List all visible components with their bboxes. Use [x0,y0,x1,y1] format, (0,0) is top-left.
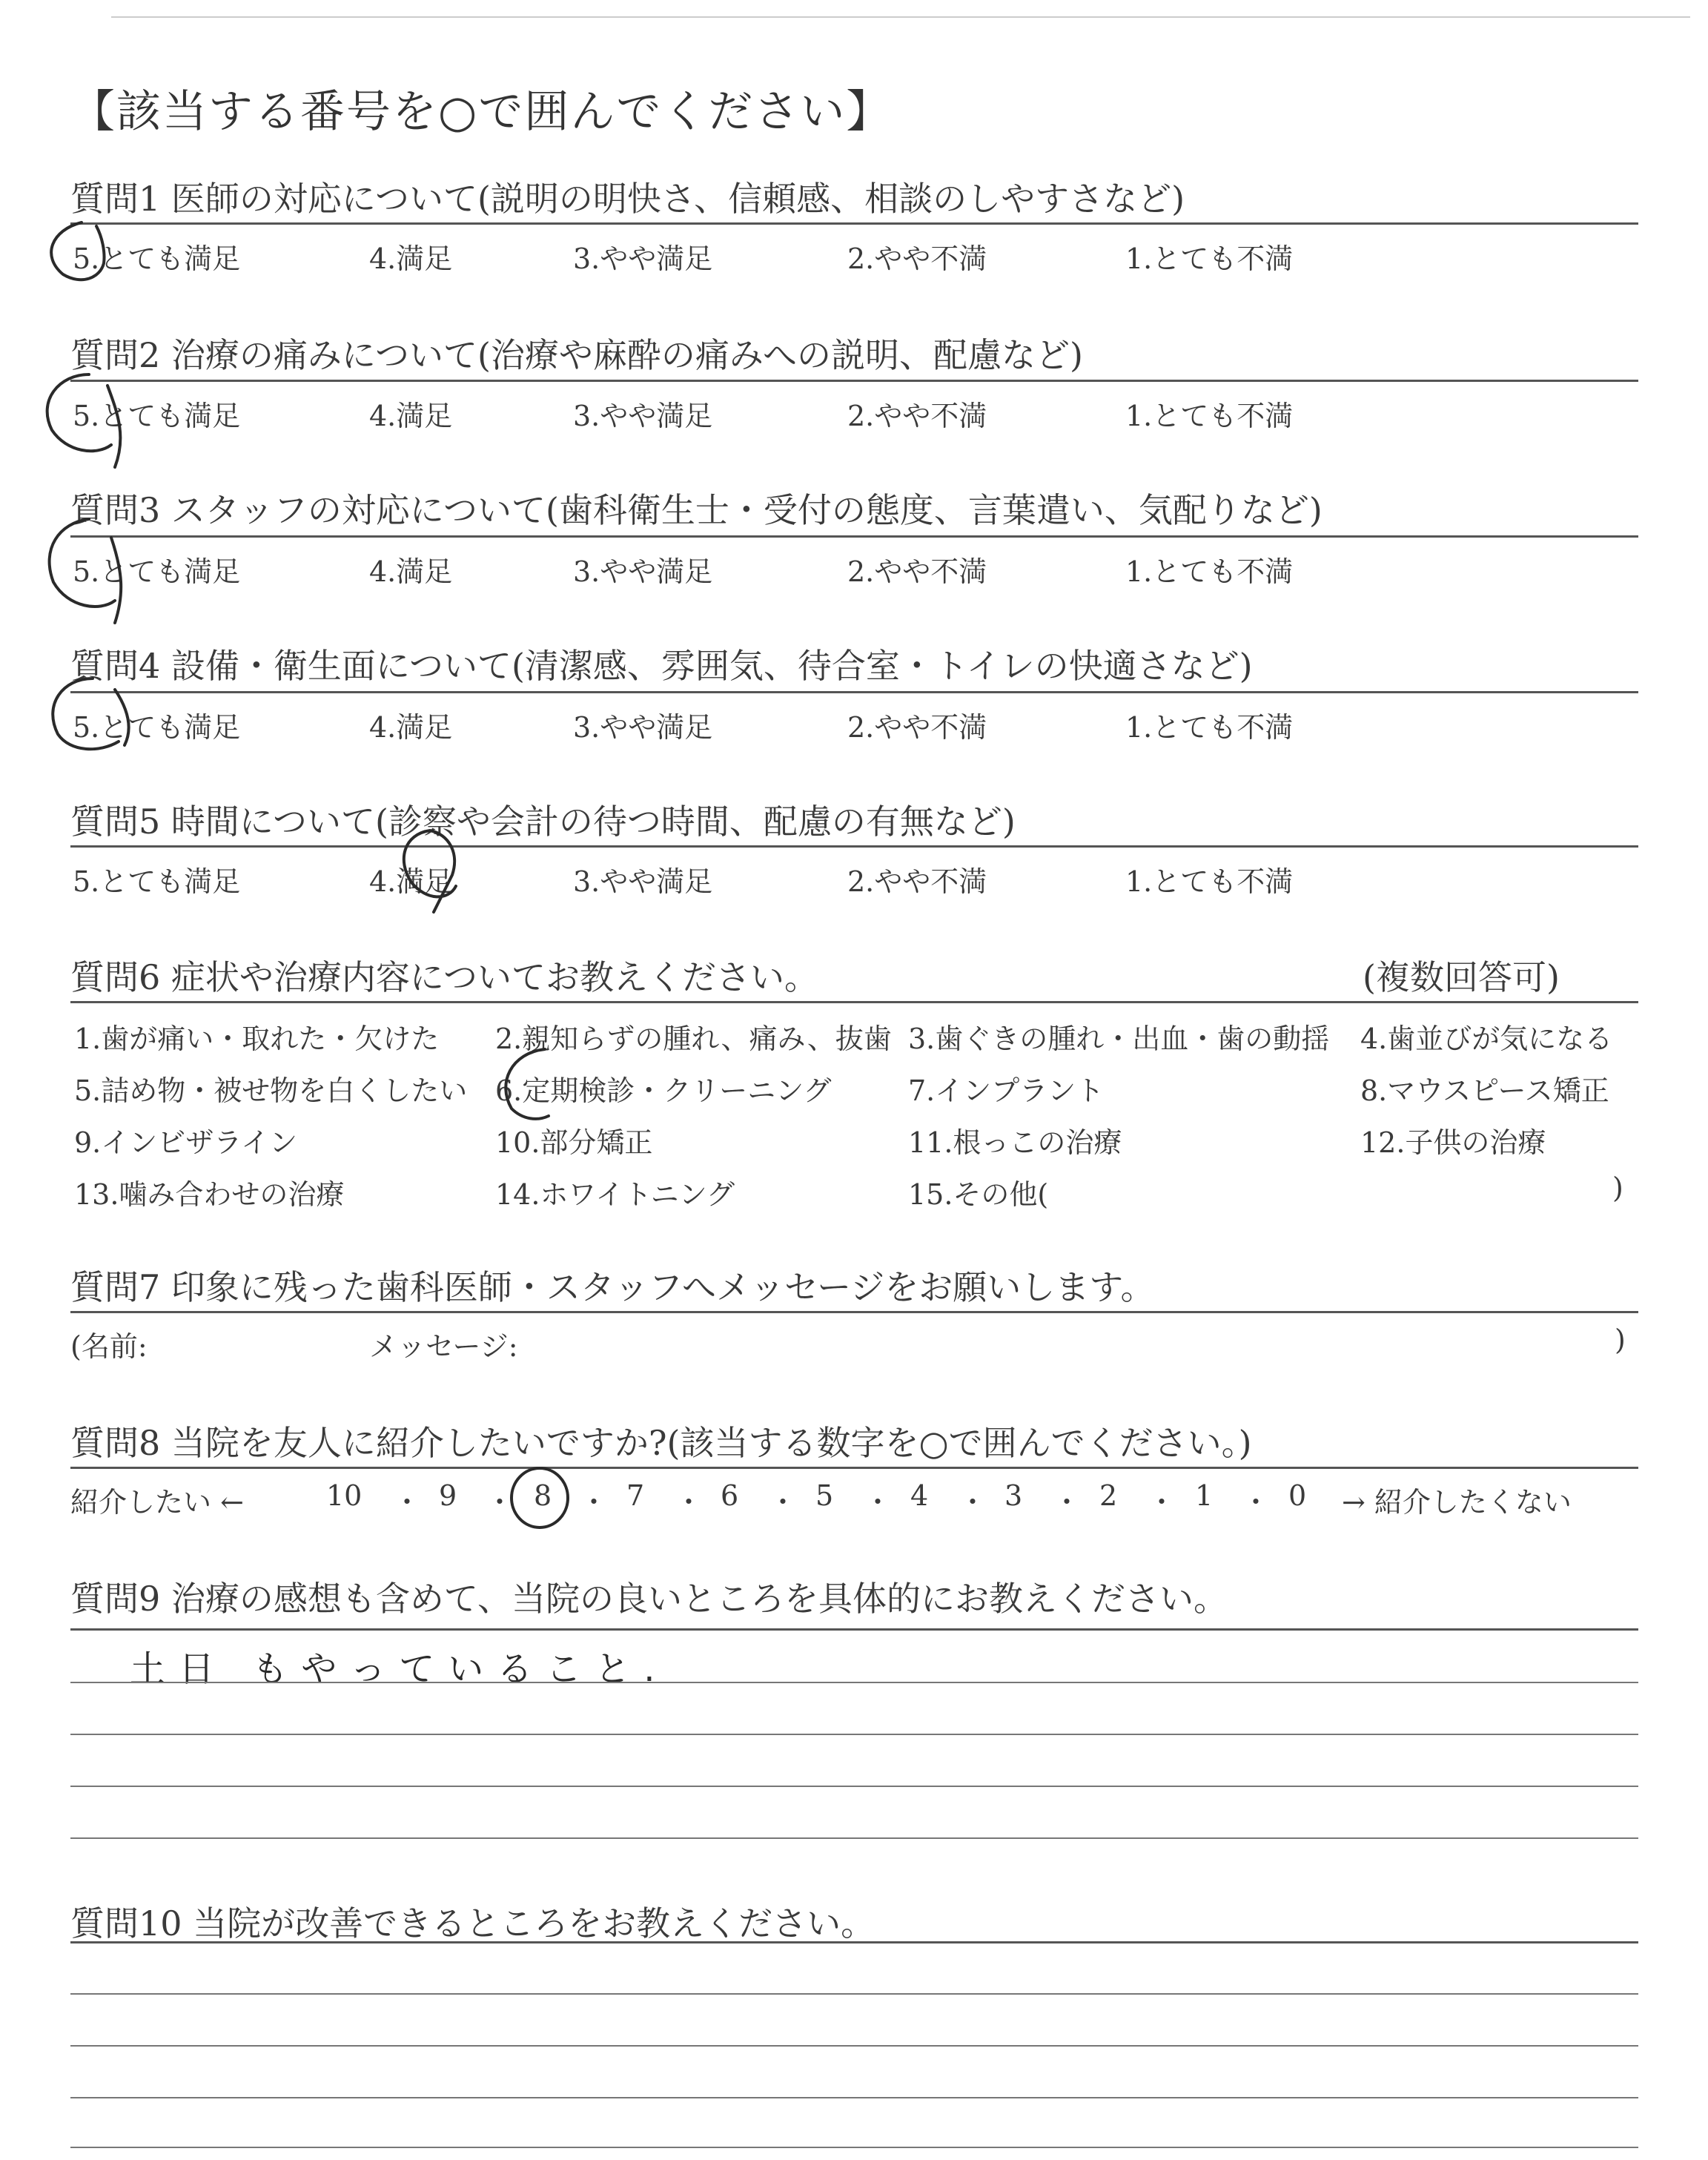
question-5-rule [70,845,1638,848]
question-8-rule [70,1467,1638,1469]
question-6-rule [70,1001,1638,1003]
answer-line [70,1993,1638,1995]
q8-scale-dot: ・ [1242,1486,1271,1519]
q8-scale-8[interactable]: 8 [534,1479,552,1512]
question-2-title: 質問2 治療の痛みについて(治療や麻酔の痛みへの説明、配慮など) [70,335,1083,375]
question-7-title: 質問7 印象に残った歯科医師・スタッフへメッセージをお願いします。 [70,1267,1155,1307]
q2-option-1[interactable]: 1.とても不満 [1125,400,1294,432]
q4-option-2[interactable]: 2.やや不満 [847,711,987,744]
q5-option-2[interactable]: 2.やや不満 [847,865,987,898]
q8-scale-dot: ・ [1148,1486,1176,1519]
question-10-title: 質問10 当院が改善できるところをお教えください。 [70,1903,875,1943]
q2-option-2[interactable]: 2.やや不満 [847,400,987,432]
q8-scale-2[interactable]: 2 [1099,1479,1118,1512]
q4-option-5[interactable]: 5.とても満足 [73,711,241,744]
question-6-title: 質問6 症状や治療内容についてお教えください。 [70,957,818,997]
q6-option-10[interactable]: 10.部分矯正 [495,1126,653,1159]
question-4-title: 質問4 設備・衛生面について(清潔感、雰囲気、待合室・トイレの快適さなど) [70,646,1253,686]
question-4-rule [70,691,1638,693]
q8-scale-6[interactable]: 6 [721,1479,739,1512]
q7-message-label: メッセージ: [369,1330,518,1363]
q6-option-12[interactable]: 12.子供の治療 [1360,1126,1546,1159]
q8-scale-dot: ・ [580,1486,609,1519]
q8-right-label: → 紹介したくない [1342,1486,1572,1519]
form-title: 【該当する番号を○で囲んでください】 [70,86,893,138]
question-5-title: 質問5 時間について(診察や会計の待つ時間、配慮の有無など) [70,802,1016,842]
q8-scale-5[interactable]: 5 [815,1479,834,1512]
q5-option-3[interactable]: 3.やや満足 [573,865,713,898]
q2-option-4[interactable]: 4.満足 [369,400,453,432]
question-1-title: 質問1 医師の対応について(説明の明快さ、信頼感、相談のしやすさなど) [70,179,1185,219]
question-2-rule [70,380,1638,382]
q3-option-1[interactable]: 1.とても不満 [1125,555,1294,588]
q8-scale-7[interactable]: 7 [626,1479,645,1512]
q8-scale-dot: ・ [864,1486,893,1519]
question-3-title: 質問3 スタッフの対応について(歯科衛生士・受付の態度、言葉遣い、気配りなど) [70,490,1323,530]
q6-option-6[interactable]: 6.定期検診・クリーニング [495,1074,832,1107]
q8-scale-9[interactable]: 9 [439,1479,457,1512]
q6-option-14[interactable]: 14.ホワイトニング [495,1178,735,1211]
q8-scale-dot: ・ [675,1486,704,1519]
q8-scale-dot: ・ [1053,1486,1082,1519]
question-3-rule [70,535,1638,538]
question-1-rule [70,222,1638,225]
q3-option-2[interactable]: 2.やや不満 [847,555,987,588]
q8-left-label: 紹介したい ← [70,1486,244,1519]
scan-edge-line [111,16,1690,18]
q3-option-4[interactable]: 4.満足 [369,555,453,588]
q6-option-4[interactable]: 4.歯並びが気になる [1360,1023,1613,1055]
q8-scale-0[interactable]: 0 [1288,1479,1307,1512]
q3-option-3[interactable]: 3.やや満足 [573,555,713,588]
q8-scale-1[interactable]: 1 [1195,1479,1214,1512]
answer-line [70,2097,1638,2098]
q3-option-5[interactable]: 5.とても満足 [73,555,241,588]
q8-scale-10[interactable]: 10 [326,1479,363,1512]
q1-option-5[interactable]: 5.とても満足 [73,242,241,275]
q8-scale-4[interactable]: 4 [910,1479,929,1512]
question-9-rule [70,1628,1638,1631]
q6-option-2[interactable]: 2.親知らずの腫れ、痛み、抜歯 [495,1023,892,1055]
question-8-title: 質問8 当院を友人に紹介したいですか?(該当する数字を○で囲んでください。) [70,1423,1252,1463]
question-10-rule [70,1941,1638,1943]
q1-option-4[interactable]: 4.満足 [369,242,453,275]
q8-scale-3[interactable]: 3 [1004,1479,1023,1512]
answer-line [70,1837,1638,1839]
q8-scale-dot: ・ [486,1486,514,1519]
answer-line [70,1682,1638,1683]
q6-option-1[interactable]: 1.歯が痛い・取れた・欠けた [74,1023,440,1055]
q6-option-9[interactable]: 9.インビザライン [74,1126,298,1159]
q7-name-label: (名前: [70,1330,148,1363]
question-9-title: 質問9 治療の感想も含めて、当院の良いところを具体的にお教えください。 [70,1579,1228,1619]
q5-option-1[interactable]: 1.とても不満 [1125,865,1294,898]
answer-line [70,1786,1638,1787]
q6-option-15[interactable]: 15.その他( [908,1178,1049,1211]
question-6-note: (複数回答可) [1363,957,1560,997]
q5-option-5[interactable]: 5.とても満足 [73,865,241,898]
q6-option-8[interactable]: 8.マウスピース矯正 [1360,1074,1609,1107]
q4-option-3[interactable]: 3.やや満足 [573,711,713,744]
q2-option-5[interactable]: 5.とても満足 [73,400,241,432]
q6-option-11[interactable]: 11.根っこの治療 [908,1126,1122,1159]
q6-option-15-close: ) [1612,1172,1623,1204]
q5-option-4[interactable]: 4.満足 [369,865,453,898]
q1-option-2[interactable]: 2.やや不満 [847,242,987,275]
q1-option-1[interactable]: 1.とても不満 [1125,242,1294,275]
q8-scale-dot: ・ [959,1486,987,1519]
q2-option-3[interactable]: 3.やや満足 [573,400,713,432]
answer-line [70,2045,1638,2047]
q6-option-13[interactable]: 13.噛み合わせの治療 [74,1178,345,1211]
q4-option-1[interactable]: 1.とても不満 [1125,711,1294,744]
q6-option-3[interactable]: 3.歯ぐきの腫れ・出血・歯の動揺 [908,1023,1330,1055]
answer-line [70,2147,1638,2148]
q8-scale-dot: ・ [769,1486,798,1519]
q8-scale-dot: ・ [393,1486,422,1519]
answer-line [70,1734,1638,1735]
q9-handwritten-answer[interactable]: 土日 もやっていること. [130,1648,669,1690]
q7-close-paren: ) [1615,1324,1626,1356]
q4-option-4[interactable]: 4.満足 [369,711,453,744]
q6-option-7[interactable]: 7.インプラント [908,1074,1105,1107]
q6-option-5[interactable]: 5.詰め物・被せ物を白くしたい [74,1074,468,1107]
question-7-rule [70,1311,1638,1313]
q1-option-3[interactable]: 3.やや満足 [573,242,713,275]
